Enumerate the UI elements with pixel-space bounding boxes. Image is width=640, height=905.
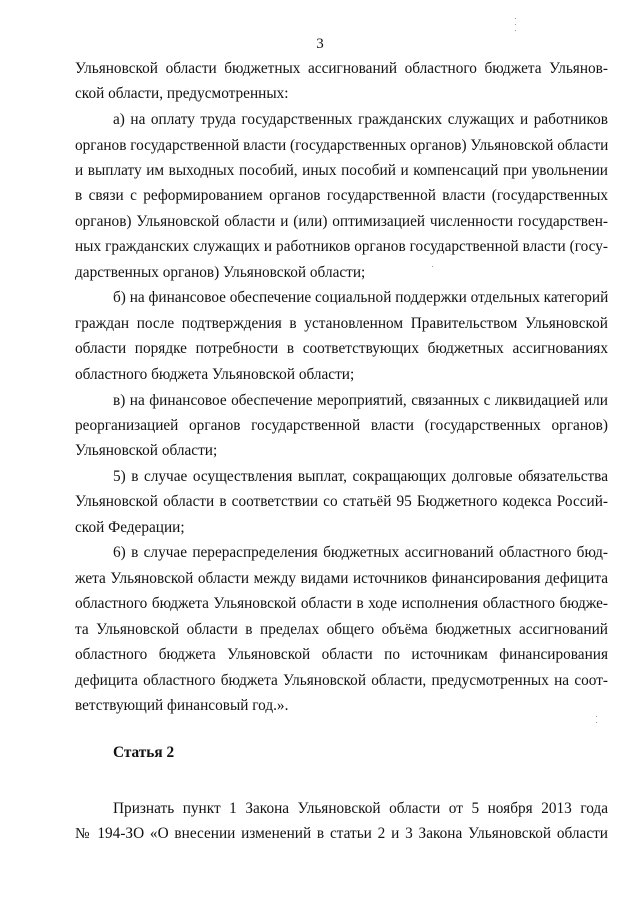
text-line: жета Ульяновской области между видами источников финансирования дефицита xyxy=(75,570,608,587)
text-line: а) на оплату труда государственных гражданских служащих и работников xyxy=(113,111,608,128)
text-line: ской Федерации; xyxy=(75,519,185,536)
page-number: 3 xyxy=(316,36,324,52)
text-line: органов) Ульяновской области и (или) оптимизацией численности государствен- xyxy=(75,213,608,230)
text-line: № 194-ЗО «О внесении изменений в статьи 2 и 3 Закона Ульяновской области xyxy=(75,825,608,842)
text-line: областного бюджета Ульяновской области по источникам финансирования xyxy=(75,646,608,663)
text-line: ветствующий финансовый год.». xyxy=(75,697,289,714)
scan-speck xyxy=(515,18,516,19)
text-line: Признать пункт 1 Закона Ульяновской области от 5 ноября 2013 года xyxy=(113,800,608,817)
text-line: 6) в случае перераспределения бюджетных ассигнований областного бюд- xyxy=(113,544,608,561)
text-line: в) на финансовое обеспечение мероприятий, связанных с ликвидацией или xyxy=(113,392,608,409)
text-line: Ульяновской области бюджетных ассигнований областного бюджета Ульянов- xyxy=(75,60,608,77)
scan-speck xyxy=(432,266,433,267)
text-line: областного бюджета Ульяновской области; xyxy=(75,366,355,383)
text-line: б) на финансовое обеспечение социальной поддержки отдельных категорий xyxy=(113,289,609,306)
text-line: та Ульяновской области в пределах общего объёма бюджетных ассигнований xyxy=(75,621,608,638)
text-line: областного бюджета Ульяновской области в ходе исполнения областного бюдже- xyxy=(75,595,608,612)
text-line: и выплату им выходных пособий, иных пособий и компенсаций при увольнении xyxy=(75,162,608,179)
text-line: Ульяновской области в соответствии со статьёй 95 Бюджетного кодекса Россий- xyxy=(75,493,608,510)
scan-speck xyxy=(596,722,597,723)
text-line: дарственных органов) Ульяновской области; xyxy=(75,264,366,281)
article-heading: Статья 2 xyxy=(113,744,175,761)
scan-speck xyxy=(515,24,516,25)
text-line: 5) в случае осуществления выплат, сокращающих долговые обязательства xyxy=(113,468,608,485)
text-line: области порядке потребности в соответствующих бюджетных ассигнованиях xyxy=(75,340,608,357)
text-line: дефицита областного бюджета Ульяновской области, предусмотренных на соот- xyxy=(75,672,608,689)
text-line: ской области, предусмотренных: xyxy=(75,85,289,102)
scan-speck xyxy=(515,30,516,31)
text-line: в связи с реформированием органов государственной власти (государственных xyxy=(75,187,608,204)
scan-speck xyxy=(596,716,597,717)
text-line: реорганизацией органов государственной власти (государственных органов) xyxy=(75,417,608,434)
text-line: Ульяновской области; xyxy=(75,442,218,459)
text-line: ных гражданских служащих и работников органов государственной власти (госу- xyxy=(75,238,608,255)
text-line: граждан после подтверждения в установленном Правительством Ульяновской xyxy=(75,315,608,332)
text-line: органов государственной власти (государственных органов) Ульяновской области xyxy=(75,137,609,154)
